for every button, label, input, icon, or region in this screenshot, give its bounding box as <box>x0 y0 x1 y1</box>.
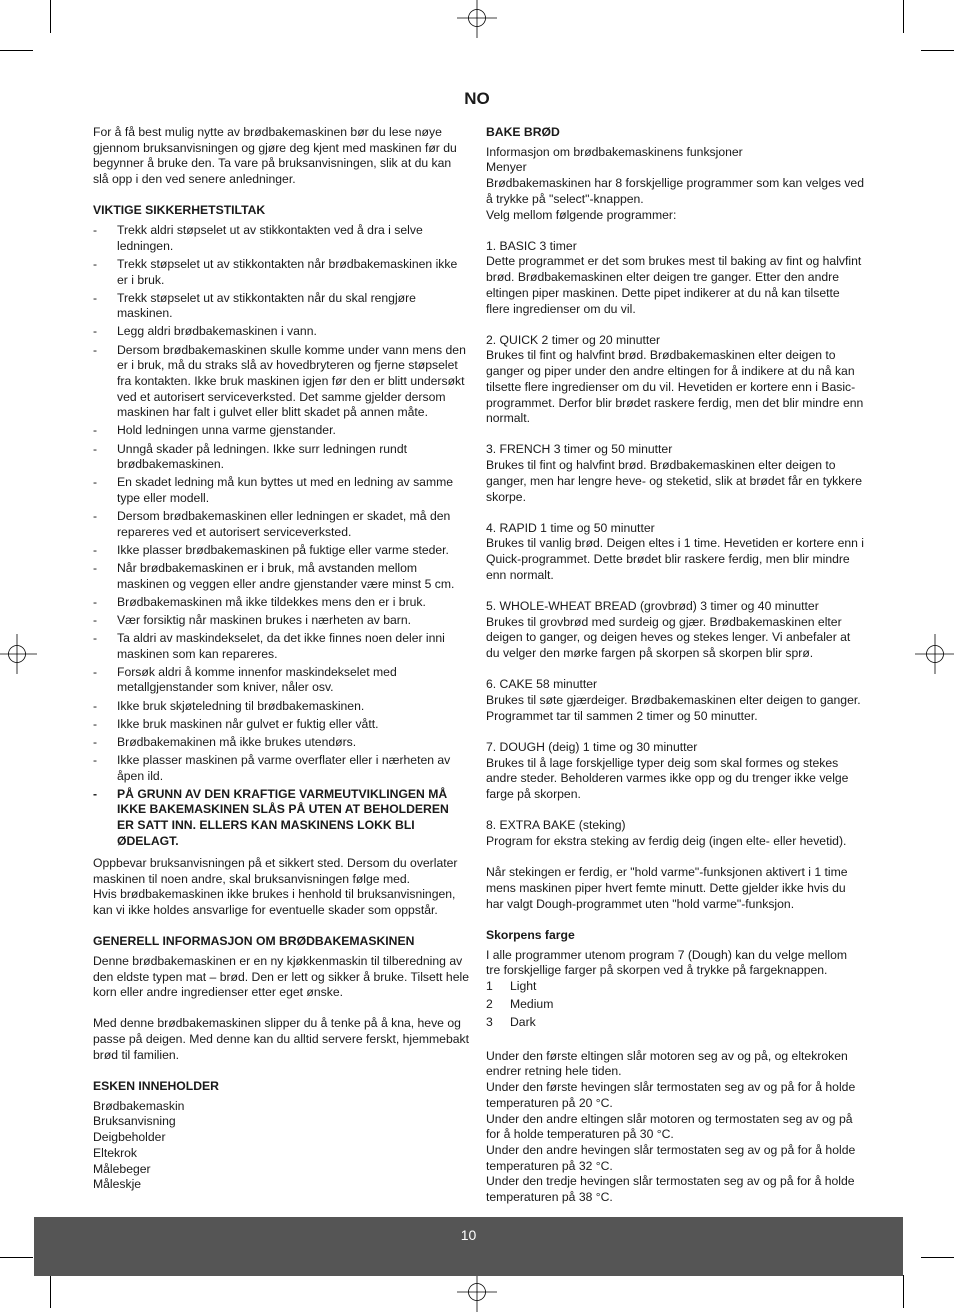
list-item: - Trekk støpselet ut av stikkontakten når du skal rengjøre maskinen. <box>93 291 469 322</box>
info-line: Brødbakemaskinen har 8 forskjellige programmer som kan velges ved å trykke på "select"-knappen. <box>486 176 864 206</box>
right-column <box>486 125 864 1206</box>
intro-paragraph: For å få best mulig nytte av brødbakemaskinen bør du lese nøye gjennom bruksanvisningen og gjøre deg kjent med maskinen før du begynner å bruke den. Ta vare på bruksanvisningen, slik at du kan slå opp i den ved senere anledninger. <box>93 125 457 187</box>
list-item: - Ikke bruk skjøteledning til brødbakemaskinen. <box>93 699 469 715</box>
program-title: 6. CAKE 58 minutter <box>486 677 598 692</box>
storage-paragraph: Oppbevar bruksanvisningen på et sikkert sted. Dersom du overlater maskinen til noen andre, skal bruksanvisningen følge med. <box>93 855 458 886</box>
box-item: Brødbakemaskin <box>93 1098 185 1113</box>
crust-option-number: 2 <box>486 997 493 1012</box>
registration-mark-icon <box>0 634 37 674</box>
info-line: Velg mellom følgende programmer: <box>486 207 677 222</box>
safety-list <box>93 223 469 849</box>
list-item: - Vær forsiktig når maskinen brukes i nærheten av barn. <box>93 613 469 629</box>
crop-mark <box>50 1275 51 1308</box>
crust-option-number: 3 <box>486 1015 493 1030</box>
list-item: - Ikke bruk maskinen når gulvet er fuktig eller vått. <box>93 717 469 733</box>
crop-mark <box>921 50 954 51</box>
safety-warning: - PÅ GRUNN AV DEN KRAFTIGE VARMEUTVIKLINGEN MÅ IKKE BAKEMASKINEN SLÅS PÅ UTEN AT BEHOLDEREN ER SATT INN. ELLERS KAN MASKINENS LOKK BLI ØDELAGT. <box>93 787 469 850</box>
list-item: - Dersom brødbakemaskinen eller ledningen er skadet, må den repareres ved et autorisert serviceverksted. <box>93 509 469 540</box>
crust-heading: Skorpens farge <box>486 927 575 942</box>
program-title: 2. QUICK 2 timer og 20 minutter <box>486 332 661 347</box>
list-item: - Brødbakemakinen må ikke brukes utendørs. <box>93 735 469 751</box>
list-item: - Ikke plasser maskinen på varme overflater eller i nærheten av åpen ild. <box>93 753 469 784</box>
crust-option-label: Light <box>510 978 537 993</box>
crop-mark <box>903 1275 904 1308</box>
program-text: Brukes til fint og halvfint brød. Brødbakemaskinen elter deigen to ganger og piper under den andre eltingen for å indikere at du nå kan tilsette flere ingredienser om du vil. Hevetiden er kortere enn i Basic-programmet. Derfor blir brødet raskere ferdig, men det blir mindre enn normalt. <box>486 348 864 426</box>
box-item: Eltekrok <box>93 1145 138 1160</box>
program-title: 4. RAPID 1 time og 50 minutter <box>486 520 655 535</box>
program-text: Brukes til fint og halvfint brød. Brødbakemaskinen elter deigen to ganger, men har lengre heve- og steketid, slik at brødet får en tykkere skorpe. <box>486 458 862 504</box>
crop-mark <box>903 0 904 33</box>
crust-option-label: Dark <box>510 1015 536 1030</box>
list-item: - Trekk aldri støpselet ut av stikkontakten ved å dra i selve ledningen. <box>93 223 469 254</box>
registration-mark-icon <box>457 0 497 38</box>
program-text: Brukes til grovbrød med surdeig og gjær. Brødbakemaskinen elter deigen to ganger, og deigen heves og stekes lenger. Vi anbefaler at du velger den mørke fargen på skorpen så skorpen blir sprø. <box>486 614 851 661</box>
program-text: Brukes til vanlig brød. Deigen eltes i 1 time. Hevetiden er kortere enn i Quick-programmet. Dette brødet blir raskere ferdig, men blir mindre enn normalt. <box>486 536 864 582</box>
list-item: - Ikke plasser brødbakemaskinen på fuktige eller varme steder. <box>93 543 469 559</box>
process-line: Under den andre hevingen slår termostaten seg av og på for å holde temperaturen på 32 °C. <box>486 1142 856 1173</box>
list-item: - Når brødbakemaskinen er i bruk, må avstanden mellom maskinen og veggen eller andre gjenstander være minst 5 cm. <box>93 561 469 592</box>
crust-intro: I alle programmer utenom program 7 (Dough) kan du velge mellom tre forskjellige farger på skorpen ved å trykke på fargeknappen. <box>486 947 848 978</box>
crust-option-label: Medium <box>510 997 554 1012</box>
process-line: Under den første hevingen slår termostaten seg av og på for å holde temperaturen på 20 °C. <box>486 1080 856 1110</box>
general-paragraph: Med denne brødbakemaskinen slipper du å tenke på å kna, heve og passe på deigen. Med denne kan du alltid servere ferskt, hjemmebakt brød til familien. <box>93 1016 469 1062</box>
list-item <box>486 979 864 995</box>
page-title: NO <box>464 89 490 108</box>
keep-warm-paragraph: Når stekingen er ferdig, er "hold varme"-funksjonen aktivert i 1 time mens maskinen piper hvert femte minutt. Dette gjelder ikke hvis du har valgt Dough-programmet uten "hold varme"-funksjon. <box>486 865 848 911</box>
box-heading: ESKEN INNEHOLDER <box>93 1079 219 1094</box>
list-item: - Brødbakemaskinen må ikke tildekkes mens den er i bruk. <box>93 595 469 611</box>
safety-heading: VIKTIGE SIKKERHETSTILTAK <box>93 203 266 218</box>
info-line: Menyer <box>486 160 527 175</box>
crop-mark <box>921 1257 954 1258</box>
list-item: - Legg aldri brødbakemaskinen i vann. <box>93 324 469 340</box>
list-item <box>486 997 864 1013</box>
program-text: Brukes til søte gjærdeiger. Brødbakemaskinen elter deigen to ganger. Programmet tar til sammen 2 timer og 50 minutter. <box>486 693 861 723</box>
list-item <box>486 1015 864 1031</box>
list-item: - Unngå skader på ledningen. Ikke surr ledningen rundt brødbakemaskinen. <box>93 442 469 473</box>
list-item: - En skadet ledning må kun byttes ut med en ledning av samme type eller modell. <box>93 475 469 506</box>
crop-mark <box>0 1257 33 1258</box>
program-text: Dette programmet er det som brukes mest til baking av fint og halvfint brød. Brødbakemaskinen elter deigen tre ganger. Etter den andre eltingen piper maskinen. Dette pipet indikerer at du nå kan tilsette flere ingredienser om du vil. <box>486 254 862 316</box>
box-item: Deigbeholder <box>93 1130 166 1145</box>
crust-options-list <box>486 979 864 1031</box>
program-title: 5. WHOLE-WHEAT BREAD (grovbrød) 3 timer og 40 minutter <box>486 599 819 614</box>
registration-mark-icon <box>915 634 954 674</box>
box-item: Målebeger <box>93 1161 151 1176</box>
program-title: 3. FRENCH 3 timer og 50 minutter <box>486 442 673 457</box>
registration-mark-icon <box>457 1272 497 1312</box>
page-number: 10 <box>460 1227 477 1243</box>
crop-mark <box>0 50 33 51</box>
program-text: Program for ekstra steking av ferdig deig (ingen elte- eller hevetid). <box>486 834 847 849</box>
program-title: 8. EXTRA BAKE (steking) <box>486 818 626 833</box>
process-line: Under den tredje hevingen slår termostaten seg av og på for å holde temperaturen på 38 °C. <box>486 1174 855 1205</box>
program-title: 1. BASIC 3 timer <box>486 238 577 253</box>
general-heading: GENERELL INFORMASJON OM BRØDBAKEMASKINEN <box>93 934 415 949</box>
list-item: - Ta aldri av maskindekselet, da det ikke finnes noen deler inni maskinen som kan repareres. <box>93 631 469 662</box>
box-item: Måleskje <box>93 1177 142 1192</box>
process-line: Under den første eltingen slår motoren seg av og på, og eltekroken endrer retning hele tiden. <box>486 1048 848 1079</box>
crop-mark <box>50 0 51 33</box>
program-title: 7. DOUGH (deig) 1 time og 30 minutter <box>486 740 698 754</box>
list-item: - Forsøk aldri å komme innenfor maskindekselet med metallgjenstander som kniver, nåler osv. <box>93 665 469 696</box>
footer-bar <box>34 1217 903 1276</box>
liability-paragraph: Hvis brødbakemaskinen ikke brukes i henhold til bruksanvisningen, kan vi ikke holdes ansvarlige for eventuelle skader som oppstår. <box>93 887 456 917</box>
left-column <box>93 125 469 1193</box>
info-line: Informasjon om brødbakemaskinens funksjoner <box>486 144 743 159</box>
crust-option-number: 1 <box>486 978 493 993</box>
program-text: Brukes til å lage forskjellige typer deig som skal formes og stekes andre steder. Beholderen varmes ikke opp og du trenger ikke velge farge på skorpen. <box>486 755 849 802</box>
list-item: - Trekk støpselet ut av stikkontakten når brødbakemaskinen ikke er i bruk. <box>93 257 469 288</box>
list-item: - Hold ledningen unna varme gjenstander. <box>93 423 469 439</box>
general-paragraph: Denne brødbakemaskinen er en ny kjøkkenmaskin til tilberedning av den eldste typen mat – brød. Den er lett og sikker å bruke. Tilsett hele korn eller andre ingredienser etter eget ønske. <box>93 953 469 1000</box>
box-item: Bruksanvisning <box>93 1114 176 1129</box>
bake-heading: BAKE BRØD <box>486 125 560 139</box>
process-line: Under den andre eltingen slår motoren og termostaten seg av og på for å holde temperaturen på 30 °C. <box>486 1111 853 1142</box>
list-item: - Dersom brødbakemaskinen skulle komme under vann mens den er i bruk, må du straks slå av hovedbryteren og fjerne støpselet fra kontakten. Ikke bruk maskinen igjen før den er blitt undersøkt ved et autorisert serviceverksted. Det samme gjelder dersom maskinen har falt i gulvet eller blitt skadet på annen måte. <box>93 343 469 422</box>
